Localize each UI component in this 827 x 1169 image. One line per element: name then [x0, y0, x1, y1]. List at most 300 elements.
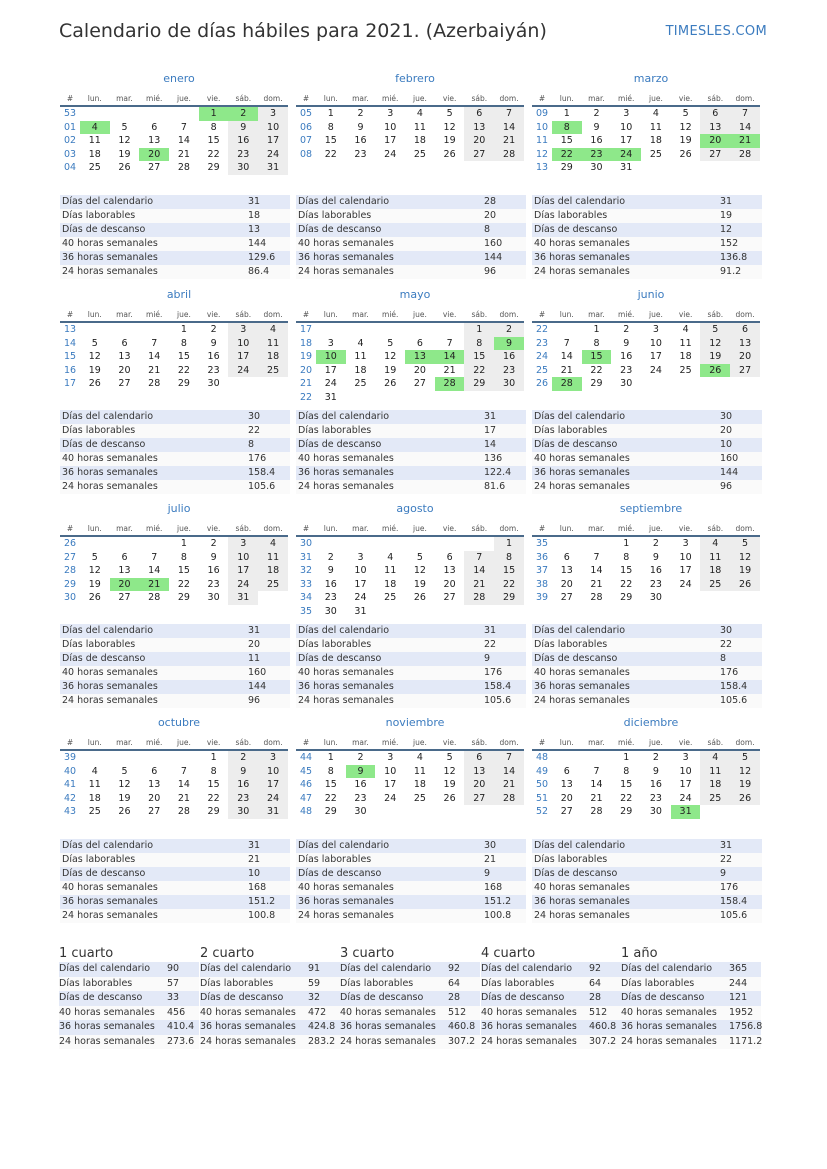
day-cell[interactable]: 15: [207, 135, 220, 147]
day-cell[interactable]: 4: [416, 108, 423, 120]
day-cell[interactable]: 26: [679, 148, 692, 160]
weekend-day-cell[interactable]: 13: [464, 765, 494, 779]
day-cell[interactable]: 30: [207, 378, 220, 390]
day-cell[interactable]: 19: [679, 135, 692, 147]
day-cell[interactable]: 1: [623, 538, 630, 550]
day-cell[interactable]: 12: [118, 135, 131, 147]
weekend-day-cell[interactable]: 7: [464, 551, 494, 565]
day-cell[interactable]: 26: [413, 592, 426, 604]
weekend-day-cell[interactable]: 5: [730, 750, 760, 765]
day-cell[interactable]: 9: [210, 551, 217, 563]
day-cell[interactable]: 22: [620, 578, 633, 590]
day-cell[interactable]: 27: [118, 592, 131, 604]
day-cell[interactable]: 26: [443, 792, 456, 804]
weekend-day-cell[interactable]: 27: [730, 364, 760, 378]
weekend-day-cell[interactable]: 16: [494, 350, 524, 364]
weekend-day-cell[interactable]: 10: [228, 337, 258, 351]
day-cell[interactable]: 2: [357, 752, 364, 764]
day-cell[interactable]: 10: [679, 765, 692, 777]
day-cell[interactable]: 5: [446, 752, 453, 764]
weekend-day-cell[interactable]: 9: [228, 765, 258, 779]
day-cell[interactable]: 14: [177, 135, 190, 147]
day-cell[interactable]: 12: [443, 765, 456, 777]
weekend-day-cell[interactable]: 24: [258, 792, 288, 806]
day-cell[interactable]: 8: [623, 765, 630, 777]
holiday-day-cell[interactable]: 4: [80, 121, 110, 135]
holiday-day-cell[interactable]: 9: [346, 765, 376, 779]
weekend-day-cell[interactable]: 10: [258, 765, 288, 779]
weekend-day-cell[interactable]: 4: [258, 322, 288, 337]
weekend-day-cell[interactable]: 14: [494, 121, 524, 135]
day-cell[interactable]: 16: [620, 351, 633, 363]
holiday-day-cell[interactable]: 8: [552, 121, 582, 135]
day-cell[interactable]: 5: [121, 121, 128, 133]
day-cell[interactable]: 12: [88, 565, 101, 577]
day-cell[interactable]: 7: [446, 337, 453, 349]
weekend-day-cell[interactable]: 7: [494, 750, 524, 765]
day-cell[interactable]: 23: [649, 578, 662, 590]
day-cell[interactable]: 23: [324, 592, 337, 604]
weekend-day-cell[interactable]: 17: [228, 350, 258, 364]
day-cell[interactable]: 18: [679, 351, 692, 363]
day-cell[interactable]: 16: [649, 565, 662, 577]
day-cell[interactable]: 10: [384, 765, 397, 777]
weekend-day-cell[interactable]: 25: [700, 792, 730, 806]
day-cell[interactable]: 5: [416, 551, 423, 563]
day-cell[interactable]: 17: [679, 779, 692, 791]
holiday-day-cell[interactable]: 26: [700, 364, 730, 378]
day-cell[interactable]: 8: [327, 765, 334, 777]
day-cell[interactable]: 25: [88, 162, 101, 174]
weekend-day-cell[interactable]: 12: [730, 765, 760, 779]
day-cell[interactable]: 25: [354, 378, 367, 390]
day-cell[interactable]: 17: [649, 351, 662, 363]
weekend-day-cell[interactable]: 21: [494, 778, 524, 792]
day-cell[interactable]: 16: [590, 135, 603, 147]
weekend-day-cell[interactable]: 3: [258, 750, 288, 765]
day-cell[interactable]: 15: [324, 135, 337, 147]
holiday-day-cell[interactable]: 23: [582, 148, 612, 162]
day-cell[interactable]: 10: [620, 121, 633, 133]
day-cell[interactable]: 1: [210, 752, 217, 764]
weekend-day-cell[interactable]: 6: [464, 106, 494, 121]
day-cell[interactable]: 21: [590, 792, 603, 804]
weekend-day-cell[interactable]: 27: [464, 792, 494, 806]
weekend-day-cell[interactable]: 23: [228, 792, 258, 806]
day-cell[interactable]: 11: [679, 337, 692, 349]
day-cell[interactable]: 15: [620, 779, 633, 791]
day-cell[interactable]: 2: [652, 752, 659, 764]
day-cell[interactable]: 30: [354, 806, 367, 818]
day-cell[interactable]: 24: [384, 148, 397, 160]
weekend-day-cell[interactable]: 20: [464, 778, 494, 792]
day-cell[interactable]: 20: [560, 792, 573, 804]
weekend-day-cell[interactable]: 11: [258, 337, 288, 351]
day-cell[interactable]: 11: [384, 565, 397, 577]
weekend-day-cell[interactable]: 18: [700, 564, 730, 578]
day-cell[interactable]: 3: [682, 752, 689, 764]
day-cell[interactable]: 6: [563, 765, 570, 777]
day-cell[interactable]: 1: [563, 108, 570, 120]
day-cell[interactable]: 15: [324, 779, 337, 791]
weekend-day-cell[interactable]: 29: [494, 591, 524, 605]
day-cell[interactable]: 28: [177, 162, 190, 174]
day-cell[interactable]: 3: [327, 337, 334, 349]
day-cell[interactable]: 18: [354, 364, 367, 376]
day-cell[interactable]: 19: [384, 364, 397, 376]
weekend-day-cell[interactable]: 10: [258, 121, 288, 135]
day-cell[interactable]: 17: [354, 578, 367, 590]
day-cell[interactable]: 24: [354, 592, 367, 604]
day-cell[interactable]: 1: [623, 752, 630, 764]
weekend-day-cell[interactable]: 23: [228, 148, 258, 162]
weekend-day-cell[interactable]: 16: [228, 778, 258, 792]
day-cell[interactable]: 29: [207, 806, 220, 818]
day-cell[interactable]: 22: [324, 792, 337, 804]
day-cell[interactable]: 18: [649, 135, 662, 147]
weekend-day-cell[interactable]: 26: [730, 792, 760, 806]
day-cell[interactable]: 16: [354, 779, 367, 791]
day-cell[interactable]: 8: [593, 337, 600, 349]
day-cell[interactable]: 1: [180, 538, 187, 550]
day-cell[interactable]: 27: [443, 592, 456, 604]
day-cell[interactable]: 27: [560, 806, 573, 818]
weekend-day-cell[interactable]: 17: [258, 134, 288, 148]
day-cell[interactable]: 30: [324, 605, 337, 617]
day-cell[interactable]: 21: [177, 792, 190, 804]
day-cell[interactable]: 24: [649, 364, 662, 376]
day-cell[interactable]: 7: [593, 551, 600, 563]
day-cell[interactable]: 19: [118, 148, 131, 160]
weekend-day-cell[interactable]: 1: [494, 536, 524, 551]
day-cell[interactable]: 12: [413, 565, 426, 577]
holiday-day-cell[interactable]: 2: [228, 106, 258, 121]
day-cell[interactable]: 14: [590, 779, 603, 791]
weekend-day-cell[interactable]: 18: [700, 778, 730, 792]
day-cell[interactable]: 22: [177, 364, 190, 376]
weekend-day-cell[interactable]: 3: [228, 322, 258, 337]
weekend-day-cell[interactable]: 14: [730, 121, 760, 135]
weekend-day-cell[interactable]: 6: [730, 322, 760, 337]
day-cell[interactable]: 23: [649, 792, 662, 804]
holiday-day-cell[interactable]: 13: [405, 350, 435, 364]
holiday-day-cell[interactable]: 20: [700, 134, 730, 148]
day-cell[interactable]: 3: [652, 324, 659, 336]
weekend-day-cell[interactable]: 24: [228, 364, 258, 378]
day-cell[interactable]: 4: [416, 752, 423, 764]
day-cell[interactable]: 22: [620, 792, 633, 804]
weekend-day-cell[interactable]: 8: [494, 551, 524, 565]
holiday-day-cell[interactable]: 28: [435, 377, 465, 391]
day-cell[interactable]: 9: [652, 765, 659, 777]
day-cell[interactable]: 20: [413, 364, 426, 376]
day-cell[interactable]: 26: [88, 378, 101, 390]
weekend-day-cell[interactable]: 28: [730, 148, 760, 162]
day-cell[interactable]: 19: [413, 578, 426, 590]
day-cell[interactable]: 20: [443, 578, 456, 590]
day-cell[interactable]: 22: [590, 364, 603, 376]
day-cell[interactable]: 23: [354, 792, 367, 804]
day-cell[interactable]: 27: [148, 806, 161, 818]
day-cell[interactable]: 15: [207, 779, 220, 791]
day-cell[interactable]: 29: [620, 592, 633, 604]
day-cell[interactable]: 28: [177, 806, 190, 818]
day-cell[interactable]: 28: [148, 378, 161, 390]
weekend-day-cell[interactable]: 2: [494, 322, 524, 337]
day-cell[interactable]: 14: [148, 565, 161, 577]
weekend-day-cell[interactable]: 6: [700, 106, 730, 121]
day-cell[interactable]: 24: [679, 578, 692, 590]
day-cell[interactable]: 31: [324, 391, 337, 403]
day-cell[interactable]: 12: [679, 121, 692, 133]
day-cell[interactable]: 14: [590, 565, 603, 577]
weekend-day-cell[interactable]: 5: [700, 322, 730, 337]
weekend-day-cell[interactable]: 21: [464, 578, 494, 592]
day-cell[interactable]: 4: [357, 337, 364, 349]
day-cell[interactable]: 24: [324, 378, 337, 390]
weekend-day-cell[interactable]: 25: [258, 364, 288, 378]
day-cell[interactable]: 6: [121, 337, 128, 349]
day-cell[interactable]: 11: [88, 135, 101, 147]
weekend-day-cell[interactable]: 4: [258, 536, 288, 551]
day-cell[interactable]: 25: [88, 806, 101, 818]
weekend-day-cell[interactable]: 31: [258, 161, 288, 175]
holiday-day-cell[interactable]: 14: [435, 350, 465, 364]
weekend-day-cell[interactable]: 13: [464, 121, 494, 135]
weekend-day-cell[interactable]: 24: [258, 148, 288, 162]
weekend-day-cell[interactable]: 11: [700, 551, 730, 565]
day-cell[interactable]: 1: [180, 324, 187, 336]
day-cell[interactable]: 15: [620, 565, 633, 577]
day-cell[interactable]: 25: [413, 148, 426, 160]
day-cell[interactable]: 30: [207, 592, 220, 604]
day-cell[interactable]: 8: [180, 551, 187, 563]
day-cell[interactable]: 13: [443, 565, 456, 577]
weekend-day-cell[interactable]: 7: [494, 106, 524, 121]
day-cell[interactable]: 13: [560, 565, 573, 577]
weekend-day-cell[interactable]: 25: [258, 578, 288, 592]
day-cell[interactable]: 16: [207, 565, 220, 577]
weekend-day-cell[interactable]: 12: [700, 337, 730, 351]
day-cell[interactable]: 2: [210, 324, 217, 336]
day-cell[interactable]: 22: [324, 148, 337, 160]
weekend-day-cell[interactable]: 16: [228, 134, 258, 148]
day-cell[interactable]: 29: [620, 806, 633, 818]
day-cell[interactable]: 2: [623, 324, 630, 336]
weekend-day-cell[interactable]: 24: [228, 578, 258, 592]
day-cell[interactable]: 9: [623, 337, 630, 349]
day-cell[interactable]: 8: [180, 337, 187, 349]
weekend-day-cell[interactable]: 31: [228, 591, 258, 605]
weekend-day-cell[interactable]: 17: [258, 778, 288, 792]
day-cell[interactable]: 31: [354, 605, 367, 617]
day-cell[interactable]: 6: [151, 121, 158, 133]
day-cell[interactable]: 22: [207, 792, 220, 804]
day-cell[interactable]: 18: [413, 779, 426, 791]
day-cell[interactable]: 2: [327, 551, 334, 563]
day-cell[interactable]: 9: [327, 565, 334, 577]
day-cell[interactable]: 29: [590, 378, 603, 390]
day-cell[interactable]: 5: [121, 765, 128, 777]
day-cell[interactable]: 6: [151, 765, 158, 777]
day-cell[interactable]: 19: [118, 792, 131, 804]
day-cell[interactable]: 16: [649, 779, 662, 791]
day-cell[interactable]: 22: [177, 578, 190, 590]
weekend-day-cell[interactable]: 2: [228, 750, 258, 765]
day-cell[interactable]: 22: [207, 148, 220, 160]
weekend-day-cell[interactable]: 19: [730, 564, 760, 578]
day-cell[interactable]: 3: [387, 752, 394, 764]
holiday-day-cell[interactable]: 31: [671, 805, 701, 819]
day-cell[interactable]: 14: [177, 779, 190, 791]
day-cell[interactable]: 5: [91, 337, 98, 349]
weekend-day-cell[interactable]: 15: [494, 564, 524, 578]
day-cell[interactable]: 26: [118, 162, 131, 174]
day-cell[interactable]: 8: [623, 551, 630, 563]
weekend-day-cell[interactable]: 27: [464, 148, 494, 162]
weekend-day-cell[interactable]: 18: [258, 350, 288, 364]
day-cell[interactable]: 17: [620, 135, 633, 147]
day-cell[interactable]: 4: [91, 765, 98, 777]
weekend-day-cell[interactable]: 12: [730, 551, 760, 565]
day-cell[interactable]: 1: [593, 324, 600, 336]
holiday-day-cell[interactable]: 1: [199, 106, 229, 121]
day-cell[interactable]: 7: [180, 121, 187, 133]
day-cell[interactable]: 27: [560, 592, 573, 604]
day-cell[interactable]: 6: [416, 337, 423, 349]
day-cell[interactable]: 9: [210, 337, 217, 349]
day-cell[interactable]: 7: [593, 765, 600, 777]
weekend-day-cell[interactable]: 8: [464, 337, 494, 351]
day-cell[interactable]: 15: [560, 135, 573, 147]
weekend-day-cell[interactable]: 30: [228, 805, 258, 819]
day-cell[interactable]: 13: [118, 565, 131, 577]
day-cell[interactable]: 3: [357, 551, 364, 563]
holiday-day-cell[interactable]: 20: [139, 148, 169, 162]
day-cell[interactable]: 2: [357, 108, 364, 120]
weekend-day-cell[interactable]: 15: [464, 350, 494, 364]
day-cell[interactable]: 30: [649, 592, 662, 604]
weekend-day-cell[interactable]: 19: [700, 350, 730, 364]
day-cell[interactable]: 4: [387, 551, 394, 563]
weekend-day-cell[interactable]: 23: [494, 364, 524, 378]
day-cell[interactable]: 8: [327, 121, 334, 133]
day-cell[interactable]: 29: [560, 162, 573, 174]
day-cell[interactable]: 6: [563, 551, 570, 563]
day-cell[interactable]: 2: [210, 538, 217, 550]
weekend-day-cell[interactable]: 7: [730, 106, 760, 121]
day-cell[interactable]: 15: [177, 351, 190, 363]
weekend-day-cell[interactable]: 6: [464, 750, 494, 765]
day-cell[interactable]: 10: [384, 121, 397, 133]
day-cell[interactable]: 30: [590, 162, 603, 174]
weekend-day-cell[interactable]: 22: [494, 578, 524, 592]
weekend-day-cell[interactable]: 22: [464, 364, 494, 378]
day-cell[interactable]: 28: [148, 592, 161, 604]
day-cell[interactable]: 2: [593, 108, 600, 120]
day-cell[interactable]: 7: [151, 551, 158, 563]
day-cell[interactable]: 8: [210, 121, 217, 133]
day-cell[interactable]: 24: [384, 792, 397, 804]
day-cell[interactable]: 13: [148, 779, 161, 791]
day-cell[interactable]: 6: [446, 551, 453, 563]
holiday-day-cell[interactable]: 9: [494, 337, 524, 351]
day-cell[interactable]: 30: [649, 806, 662, 818]
holiday-day-cell[interactable]: 28: [552, 377, 582, 391]
weekend-day-cell[interactable]: 17: [228, 564, 258, 578]
day-cell[interactable]: 21: [590, 578, 603, 590]
day-cell[interactable]: 26: [443, 148, 456, 160]
day-cell[interactable]: 12: [384, 351, 397, 363]
day-cell[interactable]: 25: [649, 148, 662, 160]
weekend-day-cell[interactable]: 10: [228, 551, 258, 565]
weekend-day-cell[interactable]: 18: [258, 564, 288, 578]
weekend-day-cell[interactable]: 14: [464, 564, 494, 578]
day-cell[interactable]: 20: [560, 578, 573, 590]
day-cell[interactable]: 29: [177, 378, 190, 390]
day-cell[interactable]: 9: [357, 121, 364, 133]
holiday-day-cell[interactable]: 24: [611, 148, 641, 162]
day-cell[interactable]: 16: [324, 578, 337, 590]
day-cell[interactable]: 14: [560, 351, 573, 363]
day-cell[interactable]: 17: [384, 135, 397, 147]
day-cell[interactable]: 3: [623, 108, 630, 120]
day-cell[interactable]: 21: [560, 364, 573, 376]
day-cell[interactable]: 26: [384, 378, 397, 390]
day-cell[interactable]: 14: [148, 351, 161, 363]
day-cell[interactable]: 23: [207, 578, 220, 590]
weekend-day-cell[interactable]: 4: [700, 750, 730, 765]
day-cell[interactable]: 7: [563, 337, 570, 349]
day-cell[interactable]: 7: [180, 765, 187, 777]
weekend-day-cell[interactable]: 13: [700, 121, 730, 135]
day-cell[interactable]: 15: [177, 565, 190, 577]
weekend-day-cell[interactable]: 3: [258, 106, 288, 121]
day-cell[interactable]: 1: [327, 752, 334, 764]
day-cell[interactable]: 8: [210, 765, 217, 777]
day-cell[interactable]: 19: [88, 578, 101, 590]
day-cell[interactable]: 25: [679, 364, 692, 376]
weekend-day-cell[interactable]: 3: [228, 536, 258, 551]
weekend-day-cell[interactable]: 28: [494, 792, 524, 806]
weekend-day-cell[interactable]: 21: [494, 134, 524, 148]
day-cell[interactable]: 23: [354, 148, 367, 160]
day-cell[interactable]: 13: [560, 779, 573, 791]
weekend-day-cell[interactable]: 25: [700, 578, 730, 592]
day-cell[interactable]: 12: [88, 351, 101, 363]
weekend-day-cell[interactable]: 19: [730, 778, 760, 792]
day-cell[interactable]: 11: [413, 121, 426, 133]
weekend-day-cell[interactable]: 20: [464, 134, 494, 148]
day-cell[interactable]: 17: [384, 779, 397, 791]
day-cell[interactable]: 19: [443, 779, 456, 791]
day-cell[interactable]: 28: [590, 806, 603, 818]
day-cell[interactable]: 26: [118, 806, 131, 818]
day-cell[interactable]: 13: [118, 351, 131, 363]
holiday-day-cell[interactable]: 22: [552, 148, 582, 162]
day-cell[interactable]: 12: [118, 779, 131, 791]
day-cell[interactable]: 19: [88, 364, 101, 376]
weekend-day-cell[interactable]: 27: [700, 148, 730, 162]
day-cell[interactable]: 25: [384, 592, 397, 604]
day-cell[interactable]: 5: [682, 108, 689, 120]
day-cell[interactable]: 20: [148, 792, 161, 804]
weekend-day-cell[interactable]: 29: [464, 377, 494, 391]
day-cell[interactable]: 21: [148, 364, 161, 376]
day-cell[interactable]: 9: [593, 121, 600, 133]
day-cell[interactable]: 18: [88, 792, 101, 804]
weekend-day-cell[interactable]: 28: [464, 591, 494, 605]
